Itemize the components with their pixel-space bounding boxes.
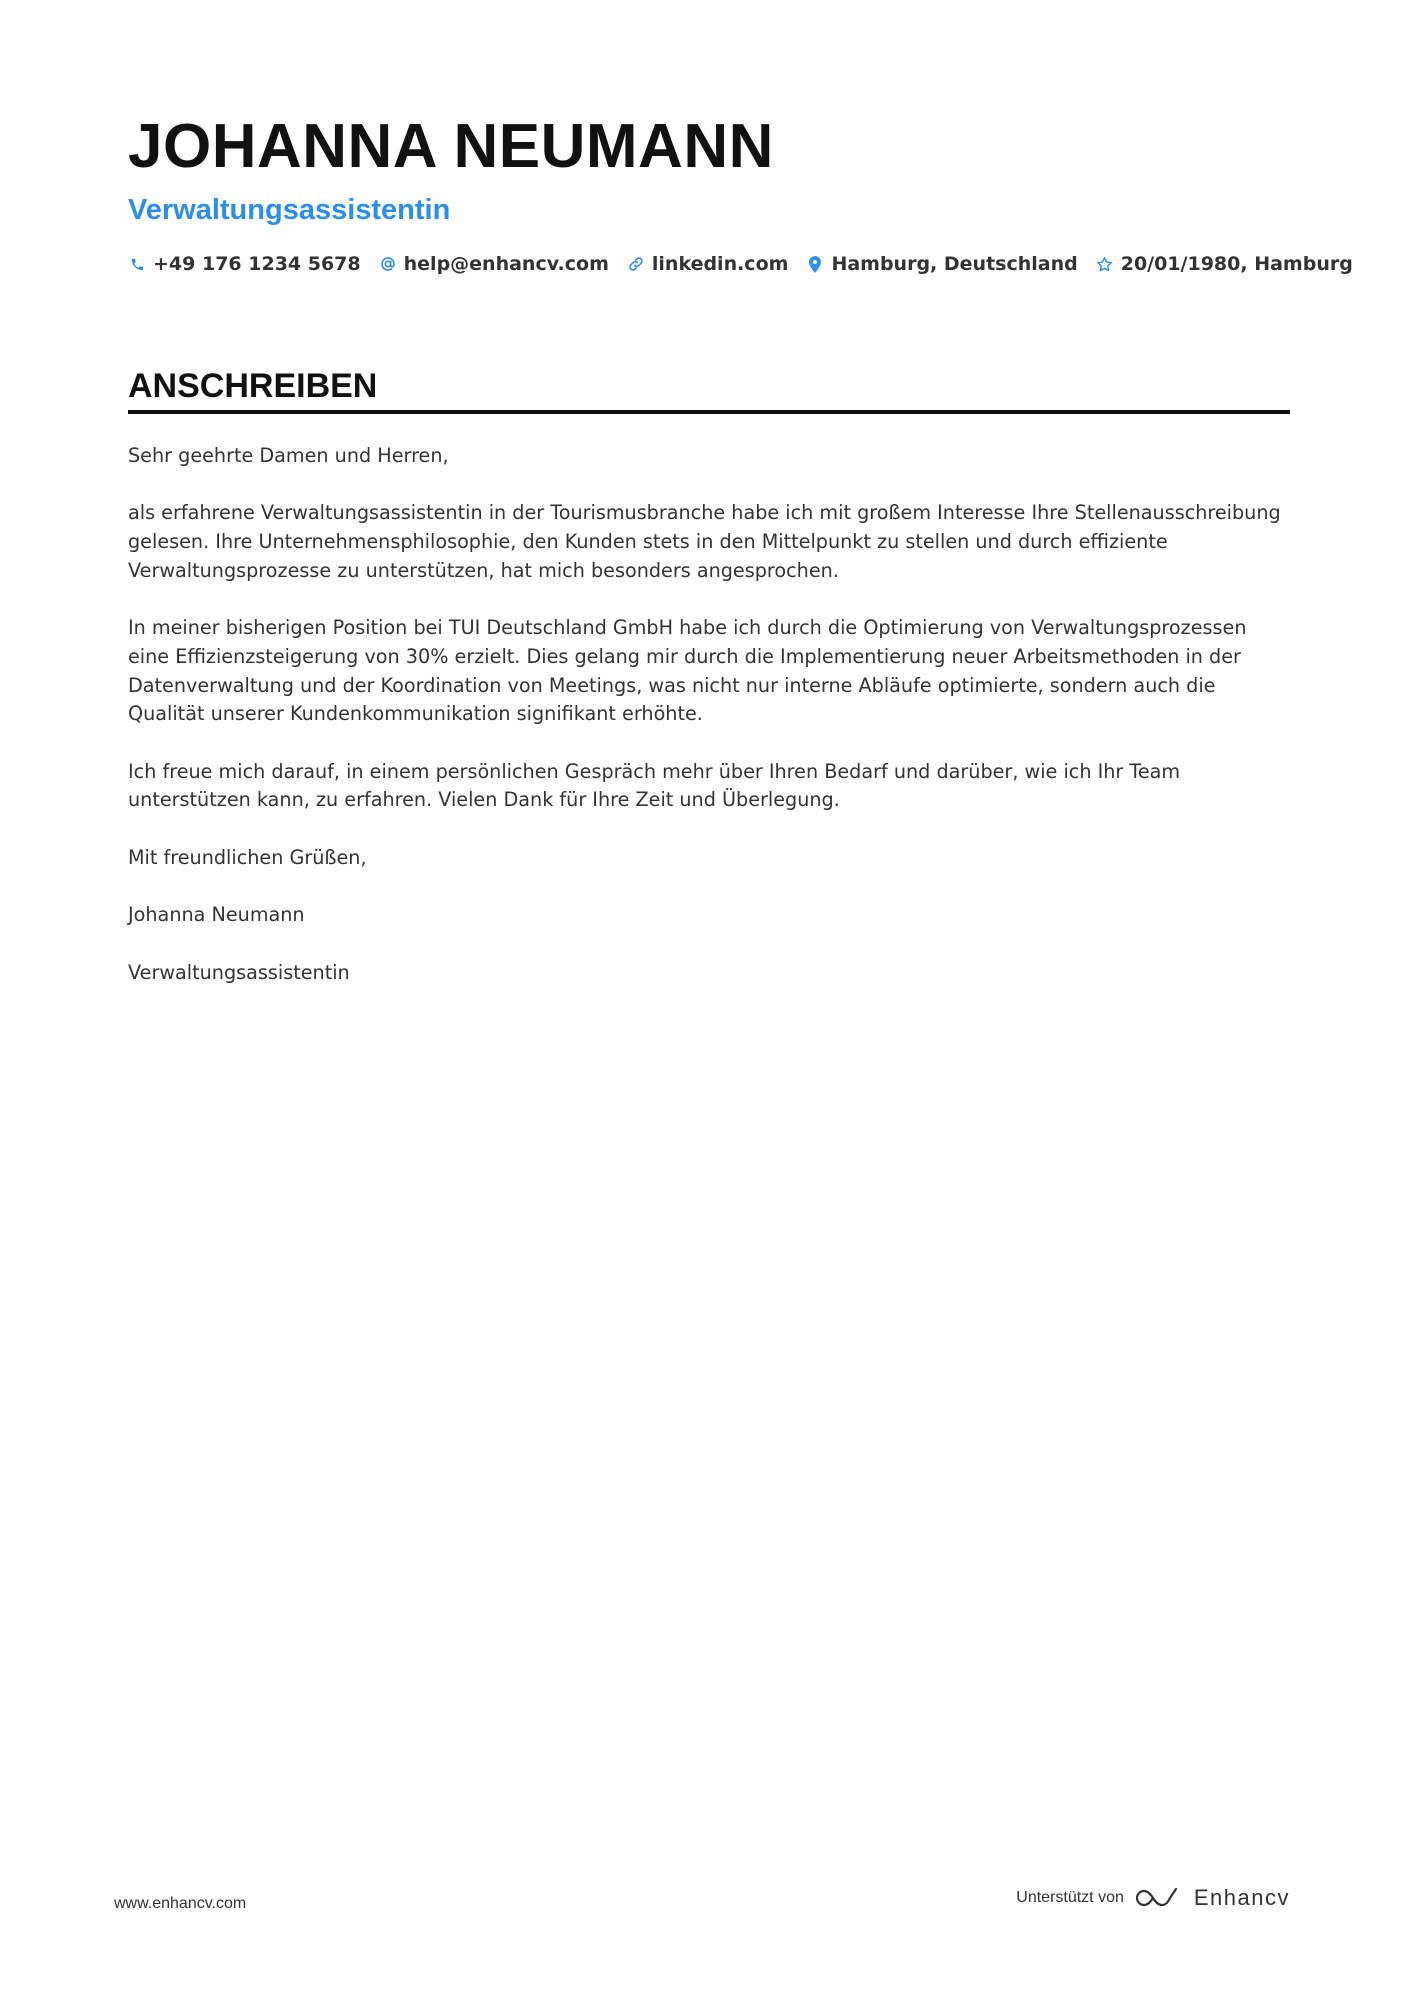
contact-phone-text: +49 176 1234 5678	[153, 253, 361, 275]
letter-signature-name: Johanna Neumann	[128, 903, 305, 927]
letter-paragraph: als erfahrene Verwaltungsassistentin in der Tourismusbranche habe ich mit großem Interesse Ihre Stellenausschreibung gelesen. Ihre Unternehmensphilosophie, den Kunden stets in den Mittelpunkt zu stellen und durch effiziente Verwaltungsprozesse zu unterstützen, hat mich besonders angesprochen.	[128, 501, 1281, 582]
link-icon	[627, 255, 645, 273]
phone-icon	[128, 255, 146, 273]
contact-birth-text: 20/01/1980, Hamburg	[1120, 253, 1353, 275]
letter-body	[128, 442, 1290, 1016]
letter-closing: Mit freundlichen Grüßen,	[128, 845, 367, 869]
contact-location	[806, 253, 1077, 275]
contact-location-text: Hamburg, Deutschland	[831, 253, 1078, 275]
contact-linkedin-text: linkedin.com	[651, 253, 789, 275]
contact-bar	[128, 253, 1371, 275]
brand-name: Enhancv	[1193, 1885, 1290, 1910]
enhancv-logo-icon	[1136, 1886, 1182, 1910]
letter-paragraph: Ich freue mich darauf, in einem persönlichen Gespräch mehr über Ihren Bedarf und darüber, wie ich Ihr Team unterstützen kann, zu erfahren. Vielen Dank für Ihre Zeit und Überlegung.	[128, 759, 1181, 812]
powered-by-label: Unterstützt von	[1016, 1889, 1124, 1906]
contact-phone	[128, 253, 361, 275]
footer-website[interactable]: www.enhancv.com	[114, 1895, 247, 1912]
section-title: ANSCHREIBEN	[128, 367, 378, 405]
contact-linkedin[interactable]	[627, 253, 789, 275]
location-pin-icon	[806, 255, 824, 273]
letter-signature-title: Verwaltungsassistentin	[128, 960, 350, 984]
applicant-name: JOHANNA NEUMANN	[128, 112, 774, 181]
applicant-title: Verwaltungsassistentin	[128, 194, 451, 226]
section-divider	[128, 410, 1290, 414]
footer-branding[interactable]	[1016, 1885, 1290, 1911]
letter-paragraph: In meiner bisherigen Position bei TUI Deutschland GmbH habe ich durch die Optimierung von Verwaltungsprozessen eine Effizienzsteigerung von 30% erzielt. Dies gelang mir durch die Implementierung neuer Arbeitsmethoden in der Datenverwaltung und der Koordination von Meetings, was nicht nur interne Abläufe optimierte, sondern auch die Qualität unserer Kundenkommunikation signifikant erhöhte.	[128, 616, 1247, 726]
at-icon	[379, 255, 397, 273]
contact-birth	[1096, 253, 1353, 275]
star-icon	[1096, 255, 1114, 273]
contact-email-text: help@enhancv.com	[403, 253, 609, 275]
letter-salutation: Sehr geehrte Damen und Herren,	[128, 444, 449, 467]
contact-email[interactable]	[379, 253, 609, 275]
